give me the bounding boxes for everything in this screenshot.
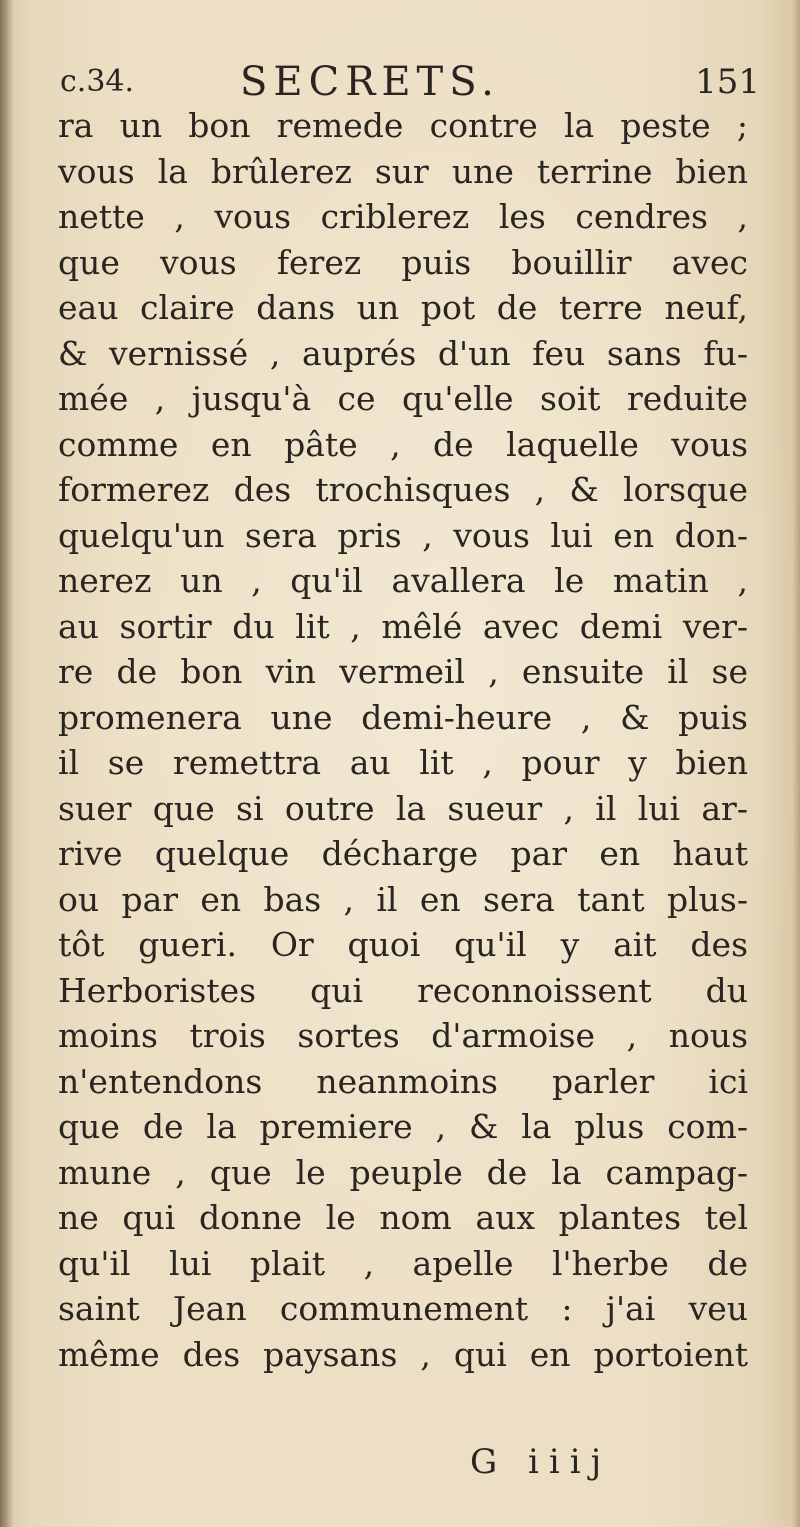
text-line: re de bon vin vermeil , ensuite il se [58, 652, 748, 691]
text-line: rive quelque décharge par en haut [58, 834, 748, 873]
text-line: nette , vous criblerez les cendres , [58, 197, 748, 236]
text-line: au sortir du lit , mêlé avec demi ver- [58, 606, 748, 646]
text-line: quelqu'un sera pris , vous lui en don- [58, 515, 748, 555]
chapter-marker: c.34. [60, 64, 135, 99]
text-line: n'entendons neanmoins parler ici [58, 1061, 748, 1101]
text-line: que de la premiere , & la plus com- [58, 1107, 748, 1146]
text-line: que vous ferez puis bouillir avec [58, 242, 748, 282]
text-line: ra un bon remede contre la peste ; [58, 106, 748, 145]
text-line: vous la brûlerez sur une terrine bien [58, 151, 748, 191]
page-edge [792, 0, 800, 1527]
signature-mark: G iiij [470, 1442, 612, 1482]
text-line: tôt gueri. Or quoi qu'il y ait des [58, 925, 748, 964]
text-line: ne qui donne le nom aux plantes tel [58, 1198, 748, 1237]
text-line: Herboristes qui reconnoissent du [58, 970, 748, 1010]
text-line: mune , que le peuple de la campag- [58, 1152, 748, 1192]
text-line: eau claire dans un pot de terre neuf, [58, 288, 748, 327]
body-text [58, 103, 758, 1377]
text-line: moins trois sortes d'armoise , nous [58, 1016, 748, 1055]
text-line: saint Jean communement : j'ai veu [58, 1289, 748, 1328]
running-title: SECRETS. [240, 59, 500, 105]
text-line: formerez des trochisques , & lorsque [58, 470, 748, 509]
gutter-shadow [0, 0, 14, 1527]
text-line: qu'il lui plait , apelle l'herbe de [58, 1243, 748, 1283]
text-line: comme en pâte , de laquelle vous [58, 424, 748, 464]
text-line: ou par en bas , il en sera tant plus- [58, 879, 748, 919]
text-line: même des paysans , qui en portoient [58, 1334, 748, 1374]
text-line: il se remettra au lit , pour y bien [58, 743, 748, 782]
text-line: & vernissé , auprés d'un feu sans fu- [58, 333, 748, 373]
text-line: promenera une demi-heure , & puis [58, 697, 748, 737]
text-line: suer que si outre la sueur , il lui ar- [58, 788, 748, 828]
text-line: nerez un , qu'il avallera le matin , [58, 561, 748, 600]
text-line: mée , jusqu'à ce qu'elle soit reduite [58, 379, 748, 418]
page-number: 151 [695, 62, 760, 102]
